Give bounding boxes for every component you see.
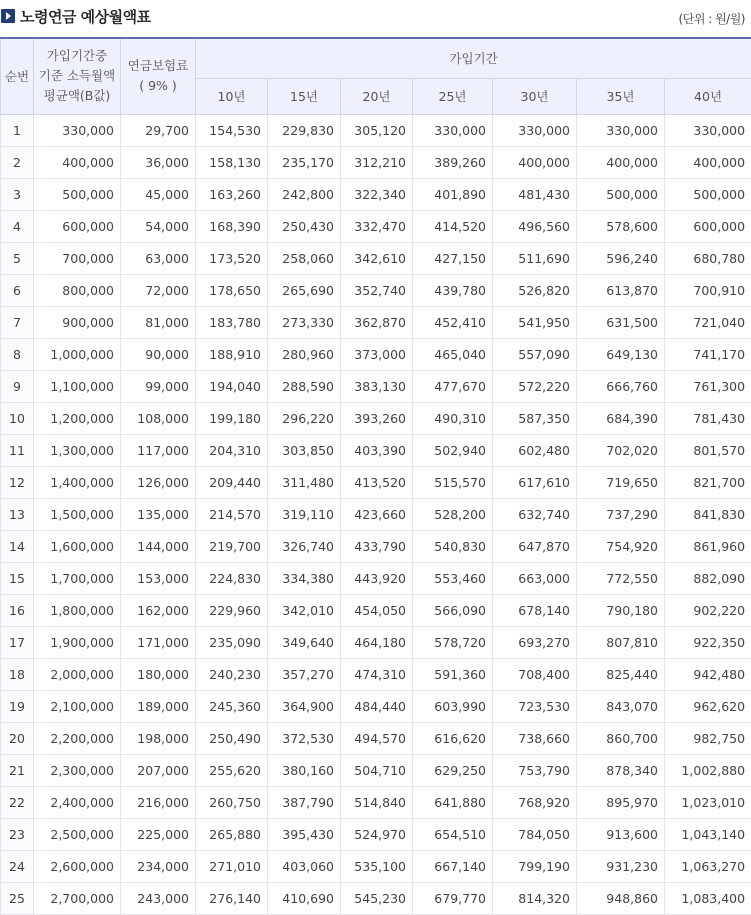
table-cell: 500,000: [665, 178, 751, 210]
table-cell: 1,002,880: [665, 754, 751, 786]
header-income: [34, 38, 121, 114]
table-cell: 566,090: [413, 594, 493, 626]
table-cell: 427,150: [413, 242, 493, 274]
table-cell: 821,700: [665, 466, 751, 498]
table-cell: 117,000: [121, 434, 196, 466]
table-cell: 29,700: [121, 114, 196, 146]
table-cell: 484,440: [341, 690, 413, 722]
table-cell: 524,970: [341, 818, 413, 850]
table-cell: 173,520: [196, 242, 268, 274]
table-cell: 942,480: [665, 658, 751, 690]
table-cell: 271,010: [196, 850, 268, 882]
table-cell: 260,750: [196, 786, 268, 818]
table-cell: 540,830: [413, 530, 493, 562]
table-cell: 465,040: [413, 338, 493, 370]
row-number: 17: [1, 626, 34, 658]
table-row: [1, 530, 751, 562]
table-cell: 895,970: [577, 786, 665, 818]
table-cell: 693,270: [493, 626, 577, 658]
table-cell: 781,430: [665, 402, 751, 434]
table-cell: 600,000: [665, 210, 751, 242]
table-cell: 322,340: [341, 178, 413, 210]
table-cell: 162,000: [121, 594, 196, 626]
row-number: 6: [1, 274, 34, 306]
table-cell: 515,570: [413, 466, 493, 498]
table-cell: 603,990: [413, 690, 493, 722]
table-cell: 596,240: [577, 242, 665, 274]
table-cell: 807,810: [577, 626, 665, 658]
table-cell: 410,690: [268, 882, 341, 914]
table-cell: 194,040: [196, 370, 268, 402]
table-row: [1, 402, 751, 434]
table-cell: 1,063,270: [665, 850, 751, 882]
table-cell: 754,920: [577, 530, 665, 562]
header-year-20: 20년: [341, 78, 413, 114]
table-cell: 902,220: [665, 594, 751, 626]
table-cell: 600,000: [34, 210, 121, 242]
table-cell: 383,130: [341, 370, 413, 402]
table-cell: 641,880: [413, 786, 493, 818]
table-cell: 144,000: [121, 530, 196, 562]
table-cell: 680,780: [665, 242, 751, 274]
row-number: 23: [1, 818, 34, 850]
table-cell: 649,130: [577, 338, 665, 370]
table-cell: 814,320: [493, 882, 577, 914]
table-cell: 768,920: [493, 786, 577, 818]
table-cell: 632,740: [493, 498, 577, 530]
table-cell: 362,870: [341, 306, 413, 338]
table-cell: 761,300: [665, 370, 751, 402]
page-header: [0, 0, 751, 37]
table-row: [1, 114, 751, 146]
header-year-30: 30년: [493, 78, 577, 114]
table-cell: 799,190: [493, 850, 577, 882]
table-cell: 312,210: [341, 146, 413, 178]
table-cell: 1,500,000: [34, 498, 121, 530]
table-cell: 702,020: [577, 434, 665, 466]
table-cell: 204,310: [196, 434, 268, 466]
table-cell: 198,000: [121, 722, 196, 754]
table-cell: 494,570: [341, 722, 413, 754]
table-cell: 679,770: [413, 882, 493, 914]
arrow-bullet-icon: [1, 9, 15, 23]
table-cell: 108,000: [121, 402, 196, 434]
table-cell: 258,060: [268, 242, 341, 274]
table-cell: 373,000: [341, 338, 413, 370]
table-cell: 948,860: [577, 882, 665, 914]
table-cell: 311,480: [268, 466, 341, 498]
header-year-15: 15년: [268, 78, 341, 114]
table-cell: 332,470: [341, 210, 413, 242]
table-cell: 2,500,000: [34, 818, 121, 850]
table-cell: 188,910: [196, 338, 268, 370]
table-cell: 352,740: [341, 274, 413, 306]
table-cell: 2,200,000: [34, 722, 121, 754]
table-cell: 250,430: [268, 210, 341, 242]
table-cell: 235,090: [196, 626, 268, 658]
table-row: [1, 594, 751, 626]
table-cell: 528,200: [413, 498, 493, 530]
table-cell: 342,010: [268, 594, 341, 626]
table-cell: 400,000: [577, 146, 665, 178]
table-row: [1, 754, 751, 786]
table-cell: 2,300,000: [34, 754, 121, 786]
row-number: 20: [1, 722, 34, 754]
table-cell: 587,350: [493, 402, 577, 434]
table-cell: 2,100,000: [34, 690, 121, 722]
table-cell: 380,160: [268, 754, 341, 786]
table-cell: 825,440: [577, 658, 665, 690]
table-cell: 1,043,140: [665, 818, 751, 850]
table-cell: 557,090: [493, 338, 577, 370]
table-cell: 2,000,000: [34, 658, 121, 690]
table-cell: 413,520: [341, 466, 413, 498]
table-cell: 280,960: [268, 338, 341, 370]
table-cell: 931,230: [577, 850, 665, 882]
table-cell: 922,350: [665, 626, 751, 658]
row-number: 18: [1, 658, 34, 690]
table-cell: 330,000: [577, 114, 665, 146]
table-cell: 860,700: [577, 722, 665, 754]
row-number: 8: [1, 338, 34, 370]
header-premium-line1: 연금보험료: [127, 58, 189, 74]
table-cell: 490,310: [413, 402, 493, 434]
unit-label: (단위 : 원/월): [678, 12, 745, 26]
table-cell: 878,340: [577, 754, 665, 786]
table-cell: 553,460: [413, 562, 493, 594]
table-cell: 349,640: [268, 626, 341, 658]
table-cell: 572,220: [493, 370, 577, 402]
table-cell: 326,740: [268, 530, 341, 562]
row-number: 9: [1, 370, 34, 402]
table-cell: 474,310: [341, 658, 413, 690]
page-title: 노령연금 예상월액표: [20, 8, 151, 26]
row-number: 24: [1, 850, 34, 882]
row-number: 14: [1, 530, 34, 562]
table-cell: 723,530: [493, 690, 577, 722]
table-cell: 389,260: [413, 146, 493, 178]
table-cell: 209,440: [196, 466, 268, 498]
table-cell: 721,040: [665, 306, 751, 338]
table-cell: 526,820: [493, 274, 577, 306]
table-cell: 180,000: [121, 658, 196, 690]
table-cell: 81,000: [121, 306, 196, 338]
table-cell: 178,650: [196, 274, 268, 306]
table-cell: 1,023,010: [665, 786, 751, 818]
table-cell: 861,960: [665, 530, 751, 562]
row-number: 25: [1, 882, 34, 914]
table-cell: 423,660: [341, 498, 413, 530]
table-cell: 36,000: [121, 146, 196, 178]
table-cell: 126,000: [121, 466, 196, 498]
table-cell: 1,800,000: [34, 594, 121, 626]
table-cell: 288,590: [268, 370, 341, 402]
table-row: [1, 370, 751, 402]
table-row: [1, 626, 751, 658]
table-cell: 616,620: [413, 722, 493, 754]
table-cell: 481,430: [493, 178, 577, 210]
table-cell: 772,550: [577, 562, 665, 594]
header-income-line1: 가입기간중: [46, 48, 108, 64]
table-cell: 663,000: [493, 562, 577, 594]
table-cell: 216,000: [121, 786, 196, 818]
table-cell: 224,830: [196, 562, 268, 594]
table-row: [1, 658, 751, 690]
table-row: [1, 274, 751, 306]
table-cell: 234,000: [121, 850, 196, 882]
table-cell: 613,870: [577, 274, 665, 306]
table-row: [1, 466, 751, 498]
table-cell: 1,300,000: [34, 434, 121, 466]
table-cell: 401,890: [413, 178, 493, 210]
table-cell: 273,330: [268, 306, 341, 338]
header-seq: 순번: [1, 38, 34, 114]
table-cell: 183,780: [196, 306, 268, 338]
row-number: 19: [1, 690, 34, 722]
table-cell: 265,690: [268, 274, 341, 306]
table-cell: 168,390: [196, 210, 268, 242]
table-row: [1, 338, 751, 370]
header-income-line3: 평균액(B값): [43, 88, 111, 104]
table-cell: 330,000: [413, 114, 493, 146]
table-cell: 403,390: [341, 434, 413, 466]
table-cell: 500,000: [577, 178, 665, 210]
table-cell: 45,000: [121, 178, 196, 210]
table-cell: 243,000: [121, 882, 196, 914]
table-cell: 63,000: [121, 242, 196, 274]
table-cell: 242,800: [268, 178, 341, 210]
table-cell: 841,830: [665, 498, 751, 530]
table-cell: 153,000: [121, 562, 196, 594]
row-number: 5: [1, 242, 34, 274]
table-cell: 90,000: [121, 338, 196, 370]
table-cell: 464,180: [341, 626, 413, 658]
table-cell: 678,140: [493, 594, 577, 626]
table-cell: 578,720: [413, 626, 493, 658]
table-row: [1, 146, 751, 178]
table-cell: 535,100: [341, 850, 413, 882]
table-cell: 207,000: [121, 754, 196, 786]
header-income-line2: 기준 소득월액: [38, 68, 116, 84]
table-cell: 753,790: [493, 754, 577, 786]
table-cell: 443,920: [341, 562, 413, 594]
table-cell: 684,390: [577, 402, 665, 434]
table-cell: 154,530: [196, 114, 268, 146]
table-cell: 1,900,000: [34, 626, 121, 658]
table-cell: 229,960: [196, 594, 268, 626]
table-cell: 400,000: [34, 146, 121, 178]
table-cell: 500,000: [34, 178, 121, 210]
table-cell: 387,790: [268, 786, 341, 818]
table-cell: 72,000: [121, 274, 196, 306]
table-cell: 719,650: [577, 466, 665, 498]
table-cell: 393,260: [341, 402, 413, 434]
header-year-40: 40년: [665, 78, 751, 114]
table-cell: 541,950: [493, 306, 577, 338]
table-cell: 578,600: [577, 210, 665, 242]
table-row: [1, 498, 751, 530]
table-row: [1, 306, 751, 338]
row-number: 1: [1, 114, 34, 146]
table-cell: 319,110: [268, 498, 341, 530]
table-cell: 784,050: [493, 818, 577, 850]
row-number: 7: [1, 306, 34, 338]
table-cell: 708,400: [493, 658, 577, 690]
table-cell: 882,090: [665, 562, 751, 594]
table-body: [1, 114, 751, 914]
row-number: 10: [1, 402, 34, 434]
table-cell: 372,530: [268, 722, 341, 754]
table-cell: 400,000: [493, 146, 577, 178]
table-cell: 504,710: [341, 754, 413, 786]
table-cell: 591,360: [413, 658, 493, 690]
table-row: [1, 210, 751, 242]
row-number: 22: [1, 786, 34, 818]
table-cell: 400,000: [665, 146, 751, 178]
table-cell: 700,000: [34, 242, 121, 274]
table-cell: 617,610: [493, 466, 577, 498]
table-cell: 602,480: [493, 434, 577, 466]
header-period: 가입기간: [196, 38, 751, 78]
table-cell: 502,940: [413, 434, 493, 466]
table-cell: 158,130: [196, 146, 268, 178]
table-cell: 1,700,000: [34, 562, 121, 594]
table-cell: 364,900: [268, 690, 341, 722]
table-cell: 545,230: [341, 882, 413, 914]
table-cell: 982,750: [665, 722, 751, 754]
table-cell: 245,360: [196, 690, 268, 722]
table-row: [1, 786, 751, 818]
table-row: [1, 242, 751, 274]
table-cell: 135,000: [121, 498, 196, 530]
table-cell: 741,170: [665, 338, 751, 370]
table-cell: 199,180: [196, 402, 268, 434]
table-cell: 477,670: [413, 370, 493, 402]
table-cell: 240,230: [196, 658, 268, 690]
row-number: 2: [1, 146, 34, 178]
table-cell: 1,083,400: [665, 882, 751, 914]
table-cell: 2,700,000: [34, 882, 121, 914]
table-cell: 305,120: [341, 114, 413, 146]
table-cell: 738,660: [493, 722, 577, 754]
table-cell: 800,000: [34, 274, 121, 306]
table-cell: 1,100,000: [34, 370, 121, 402]
row-number: 13: [1, 498, 34, 530]
header-year-35: 35년: [577, 78, 665, 114]
table-row: [1, 690, 751, 722]
header-premium: [121, 38, 196, 114]
table-cell: 219,700: [196, 530, 268, 562]
table-cell: 235,170: [268, 146, 341, 178]
table-cell: 654,510: [413, 818, 493, 850]
table-cell: 330,000: [34, 114, 121, 146]
table-cell: 913,600: [577, 818, 665, 850]
table-cell: 647,870: [493, 530, 577, 562]
table-cell: 250,490: [196, 722, 268, 754]
table-cell: 403,060: [268, 850, 341, 882]
row-number: 15: [1, 562, 34, 594]
table-cell: 700,910: [665, 274, 751, 306]
table-cell: 631,500: [577, 306, 665, 338]
table-cell: 255,620: [196, 754, 268, 786]
table-cell: 54,000: [121, 210, 196, 242]
table-row: [1, 722, 751, 754]
table-cell: 2,600,000: [34, 850, 121, 882]
table-cell: 1,000,000: [34, 338, 121, 370]
table-cell: 511,690: [493, 242, 577, 274]
table-cell: 189,000: [121, 690, 196, 722]
table-row: [1, 882, 751, 914]
row-number: 21: [1, 754, 34, 786]
table-cell: 962,620: [665, 690, 751, 722]
table-cell: 330,000: [493, 114, 577, 146]
table-cell: 629,250: [413, 754, 493, 786]
table-cell: 1,600,000: [34, 530, 121, 562]
table-cell: 1,400,000: [34, 466, 121, 498]
table-cell: 330,000: [665, 114, 751, 146]
table-cell: 265,880: [196, 818, 268, 850]
table-cell: 357,270: [268, 658, 341, 690]
table-cell: 214,570: [196, 498, 268, 530]
table-cell: 514,840: [341, 786, 413, 818]
row-number: 16: [1, 594, 34, 626]
table-cell: 171,000: [121, 626, 196, 658]
table-cell: 843,070: [577, 690, 665, 722]
table-cell: 225,000: [121, 818, 196, 850]
table-cell: 666,760: [577, 370, 665, 402]
header-premium-line2: ( 9% ): [139, 78, 177, 94]
row-number: 3: [1, 178, 34, 210]
table-row: [1, 850, 751, 882]
table-cell: 296,220: [268, 402, 341, 434]
table-cell: 801,570: [665, 434, 751, 466]
row-number: 12: [1, 466, 34, 498]
table-cell: 414,520: [413, 210, 493, 242]
table-cell: 342,610: [341, 242, 413, 274]
pension-table: [0, 37, 751, 915]
table-cell: 433,790: [341, 530, 413, 562]
table-cell: 667,140: [413, 850, 493, 882]
header-year-10: 10년: [196, 78, 268, 114]
table-cell: 229,830: [268, 114, 341, 146]
row-number: 11: [1, 434, 34, 466]
table-row: [1, 818, 751, 850]
table-cell: 99,000: [121, 370, 196, 402]
table-cell: 163,260: [196, 178, 268, 210]
table-row: [1, 434, 751, 466]
table-cell: 900,000: [34, 306, 121, 338]
table-cell: 496,560: [493, 210, 577, 242]
table-cell: 454,050: [341, 594, 413, 626]
table-row: [1, 178, 751, 210]
table-cell: 303,850: [268, 434, 341, 466]
table-cell: 2,400,000: [34, 786, 121, 818]
table-cell: 737,290: [577, 498, 665, 530]
table-cell: 276,140: [196, 882, 268, 914]
table-cell: 439,780: [413, 274, 493, 306]
header-year-25: 25년: [413, 78, 493, 114]
table-cell: 395,430: [268, 818, 341, 850]
table-row: [1, 562, 751, 594]
table-cell: 452,410: [413, 306, 493, 338]
row-number: 4: [1, 210, 34, 242]
table-cell: 1,200,000: [34, 402, 121, 434]
table-cell: 334,380: [268, 562, 341, 594]
table-cell: 790,180: [577, 594, 665, 626]
